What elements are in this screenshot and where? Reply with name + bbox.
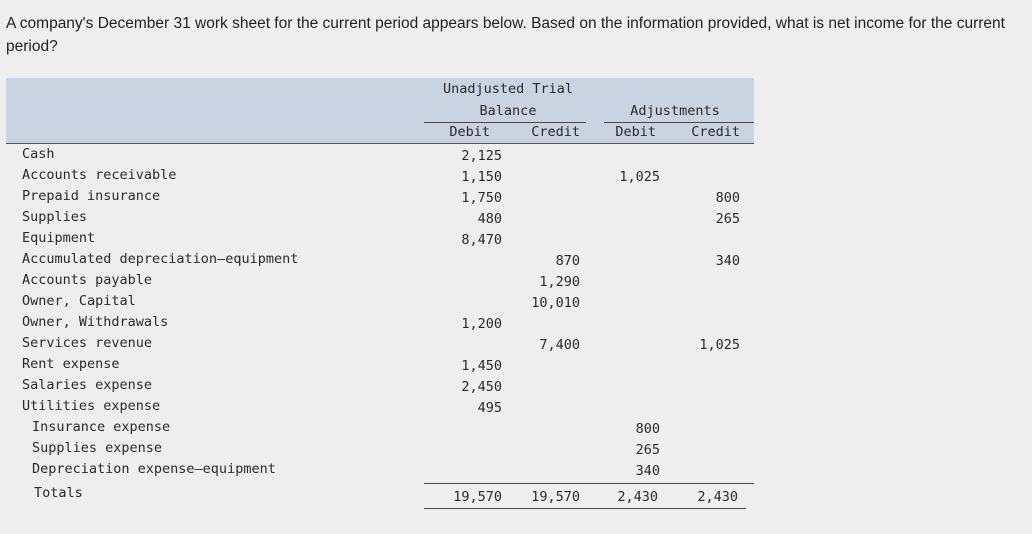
question-text: A company's December 31 work sheet for the current period appears below. Based on the information provided, what is net income for the current period? (6, 15, 1005, 55)
total-adj-credit: 2,430 (697, 489, 738, 505)
adj-credit-cell: 1,025 (699, 337, 740, 353)
adj-credit-heading: Credit (691, 124, 740, 140)
utb-debit-cell: 1,750 (461, 190, 502, 206)
account-name: Accounts receivable (22, 167, 177, 183)
utb-heading-line1: Unadjusted Trial (442, 81, 574, 97)
account-name: Insurance expense (32, 419, 171, 435)
totals-bottom-rule (424, 508, 746, 509)
adjustments-heading: Adjustments (630, 103, 720, 119)
utb-credit-cell: 7,400 (539, 337, 580, 353)
utb-debit-cell: 480 (477, 211, 502, 227)
header-bottom-rule (6, 143, 754, 144)
account-name: Salaries expense (22, 377, 153, 393)
account-name: Rent expense (22, 356, 120, 372)
utb-heading-line2: Balance (479, 103, 537, 119)
account-name: Owner, Capital (22, 293, 136, 309)
account-name: Depreciation expense—equipment (32, 461, 276, 477)
utb-debit-cell: 1,200 (461, 316, 502, 332)
totals-top-rule (424, 483, 754, 484)
totals-label: Totals (34, 485, 83, 501)
utb-debit-cell: 2,450 (461, 379, 502, 395)
account-name: Equipment (22, 230, 96, 246)
adj-credit-cell: 340 (715, 253, 740, 269)
utb-credit-cell: 870 (555, 253, 580, 269)
utb-debit-cell: 495 (477, 400, 502, 416)
utb-debit-cell: 1,450 (461, 358, 502, 374)
adj-credit-cell: 800 (715, 190, 740, 206)
adj-debit-cell: 1,025 (619, 169, 660, 185)
account-name: Accumulated depreciation—equipment (22, 251, 299, 267)
utb-credit-heading: Credit (531, 124, 580, 140)
account-name: Accounts payable (22, 272, 153, 288)
utb-heading-rule (424, 122, 586, 123)
total-utb-credit: 19,570 (531, 489, 580, 505)
utb-credit-cell: 1,290 (539, 274, 580, 290)
work-sheet (6, 78, 754, 518)
account-name: Supplies (22, 209, 88, 225)
utb-debit-heading: Debit (449, 124, 490, 140)
account-name: Supplies expense (32, 440, 163, 456)
account-name: Prepaid insurance (22, 188, 161, 204)
total-adj-debit: 2,430 (617, 489, 658, 505)
total-utb-debit: 19,570 (453, 489, 502, 505)
utb-credit-cell: 10,010 (531, 295, 580, 311)
adj-debit-cell: 265 (635, 442, 660, 458)
adj-debit-cell: 340 (635, 463, 660, 479)
utb-debit-cell: 1,150 (461, 169, 502, 185)
account-name: Cash (22, 146, 55, 162)
account-name: Owner, Withdrawals (22, 314, 169, 330)
utb-debit-cell: 8,470 (461, 232, 502, 248)
utb-debit-cell: 2,125 (461, 148, 502, 164)
adjustments-heading-rule (604, 122, 754, 123)
adj-debit-heading: Debit (615, 124, 656, 140)
adj-credit-cell: 265 (715, 211, 740, 227)
adj-debit-cell: 800 (635, 421, 660, 437)
account-name: Services revenue (22, 335, 153, 351)
account-name: Utilities expense (22, 398, 161, 414)
